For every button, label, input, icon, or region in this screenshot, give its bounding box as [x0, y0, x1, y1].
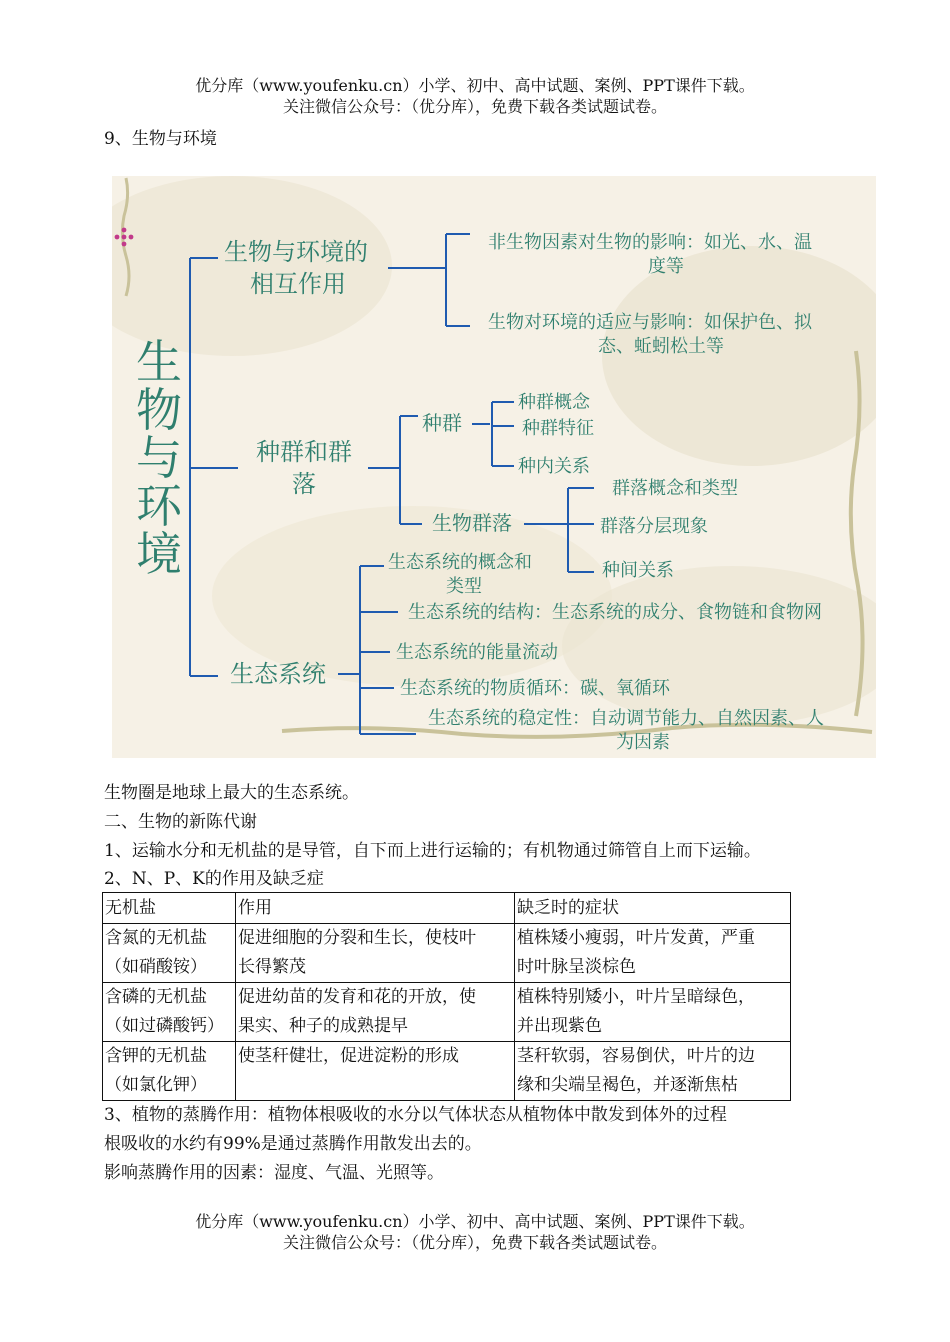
table-row — [103, 924, 791, 983]
table-cell: 含氮的无机盐 （如硝酸铵） — [103, 924, 236, 983]
ecosystem-material-cycle: 生态系统的物质循环：碳、氧循环 — [400, 678, 670, 699]
footer-line-1: 优分库（www.youfenku.cn）小学、初中、高中试题、案例、PPT课件下载。 — [195, 1212, 755, 1231]
root-char: 境 — [136, 527, 182, 581]
community-stratification: 群落分层现象 — [600, 516, 708, 537]
nutrient-table — [102, 892, 791, 1101]
ecosystem-concept: 类型 — [446, 576, 482, 597]
branch-population-community: 种群和群 — [256, 438, 352, 466]
root-char: 与 — [136, 431, 182, 485]
interspecific-relations: 种间关系 — [602, 560, 674, 581]
section-title: 9、生物与环境 — [104, 129, 217, 149]
branch-ecosystem: 生态系统 — [230, 660, 326, 688]
community-node: 生物群落 — [432, 511, 512, 535]
adaptation-text: 态、蚯蚓松土等 — [598, 336, 724, 357]
paragraph: 影响蒸腾作用的因素：湿度、气温、光照等。 — [104, 1163, 444, 1183]
table-cell: 含钾的无机盐 （如氯化钾） — [103, 1042, 236, 1101]
ecosystem-stability: 为因素 — [616, 732, 670, 753]
table-cell: 植株特别矮小，叶片呈暗绿色， 并出现紫色 — [515, 983, 791, 1042]
footer-line-2: 关注微信公众号：（优分库），免费下载各类试题试卷。 — [282, 1233, 667, 1252]
table-header-row — [103, 893, 791, 924]
paragraph: 3、植物的蒸腾作用：植物体根吸收的水分以气体状态从植物体中散发到体外的过程 — [104, 1105, 727, 1125]
table-cell: 含磷的无机盐 （如过磷酸钙） — [103, 983, 236, 1042]
table-cell: 促进幼苗的发育和花的开放，使 果实、种子的成熟提早 — [236, 983, 515, 1042]
ecosystem-energy-flow: 生态系统的能量流动 — [396, 642, 558, 663]
branch-interaction: 相互作用 — [250, 270, 346, 298]
root-char: 环 — [136, 479, 182, 533]
mindmap-figure — [112, 176, 876, 758]
root-char: 生 — [136, 335, 182, 389]
paragraph: 1、运输水分和无机盐的是导管，自下而上进行运输的；有机物通过筛管自上而下运输。 — [104, 841, 761, 861]
table-cell: 使茎秆健壮，促进淀粉的形成 — [236, 1042, 515, 1101]
table-header-cell: 无机盐 — [103, 893, 236, 924]
table-row — [103, 983, 791, 1042]
table-cell: 植株矮小瘦弱，叶片发黄，严重 时叶脉呈淡棕色 — [515, 924, 791, 983]
adaptation-text: 生物对环境的适应与影响：如保护色、拟 — [488, 312, 812, 333]
population-node: 种群 — [422, 411, 462, 435]
header-line-2: 关注微信公众号：（优分库），免费下载各类试题试卷。 — [282, 97, 667, 116]
header-line-1: 优分库（www.youfenku.cn）小学、初中、高中试题、案例、PPT课件下载。 — [195, 76, 755, 95]
abiotic-factors-text: 非生物因素对生物的影响：如光、水、温 — [488, 232, 812, 253]
population-features: 种群特征 — [522, 418, 594, 439]
table-header-cell: 缺乏时的症状 — [515, 893, 791, 924]
table-row — [103, 1042, 791, 1101]
community-concept: 群落概念和类型 — [612, 478, 738, 499]
intraspecific-relations: 种内关系 — [518, 456, 590, 477]
ecosystem-stability: 生态系统的稳定性：自动调节能力、自然因素、人 — [428, 708, 824, 729]
paragraph: 2、N、P、K的作用及缺乏症 — [104, 869, 324, 889]
ecosystem-structure: 生态系统的结构：生态系统的成分、食物链和食物网 — [408, 602, 822, 623]
section-heading: 二、生物的新陈代谢 — [104, 812, 257, 832]
root-char: 物 — [136, 383, 182, 437]
branch-interaction: 生物与环境的 — [224, 238, 368, 266]
paragraph: 生物圈是地球上最大的生态系统。 — [104, 783, 359, 803]
ecosystem-concept: 生态系统的概念和 — [388, 552, 532, 573]
population-concept: 种群概念 — [518, 392, 590, 413]
table-cell: 茎秆软弱，容易倒伏，叶片的边 缘和尖端呈褐色，并逐渐焦枯 — [515, 1042, 791, 1101]
table-cell: 促进细胞的分裂和生长，使枝叶 长得繁茂 — [236, 924, 515, 983]
paragraph: 根吸收的水约有99%是通过蒸腾作用散发出去的。 — [104, 1134, 482, 1154]
branch-population-community: 落 — [292, 470, 316, 498]
abiotic-factors-text: 度等 — [648, 256, 684, 277]
table-header-cell: 作用 — [236, 893, 515, 924]
